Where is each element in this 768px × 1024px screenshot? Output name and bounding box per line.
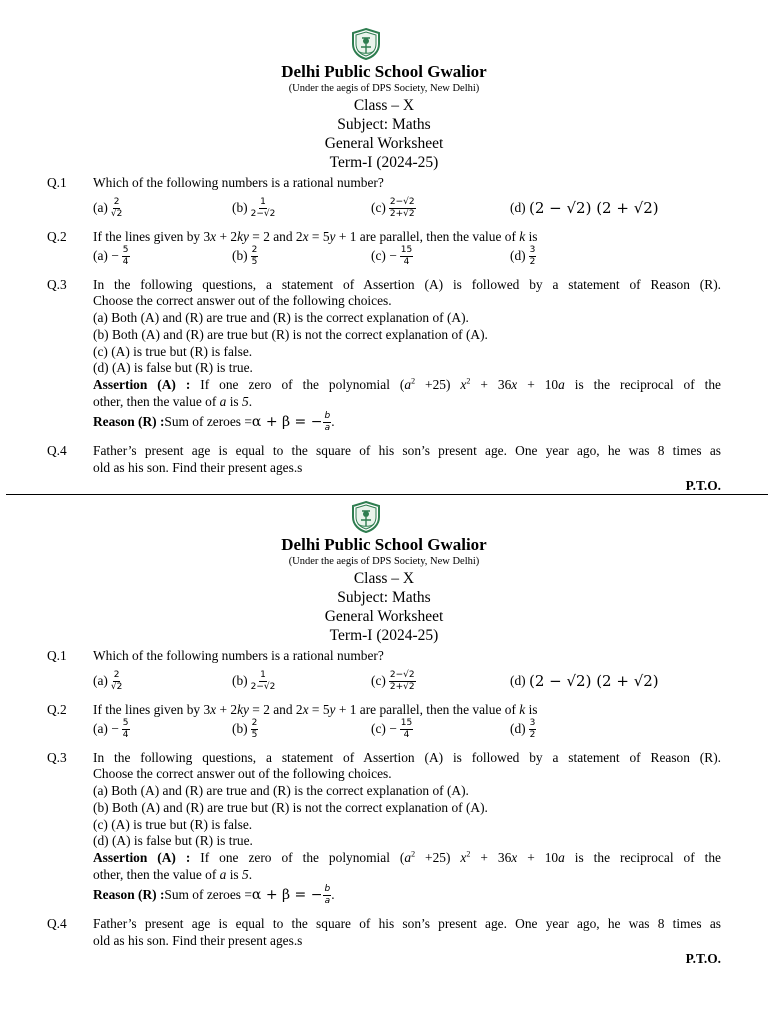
q3-assertion: Assertion (A) : If one zero of the polynomial $(a^2 +25) x^2 + 36x + 10a$ is the reciprocal of the xyxy=(93,849,721,865)
worksheet-title: General Worksheet xyxy=(324,135,444,152)
worksheet-copy-2 xyxy=(0,498,768,970)
q1-c-fraction: $\frac{2-√2}{2+√2}$ xyxy=(389,196,415,219)
q4-line-1: Father’s present age is equal to the square of his son’s present age. One year ago, he was 8 times as xyxy=(93,443,721,458)
q3-choice-c: (c) (A) is true but (R) is false. xyxy=(93,817,253,832)
q3-line-2: Choose the correct answer out of the following choices. xyxy=(93,293,392,308)
school-aegis: (Under the aegis of DPS Society, New Delhi) xyxy=(288,556,480,567)
worksheet-copy-1 xyxy=(0,25,768,497)
q3-choice-a: (a) Both (A) and (R) are true and (R) is the correct explanation of (A). xyxy=(93,783,469,798)
school-aegis: (Under the aegis of DPS Society, New Delhi) xyxy=(288,83,480,94)
q1-option-b: (b) $\frac{1}{2-√2}$ xyxy=(232,196,276,219)
q1-option-d: (d) (2 − √2) (2 + √2) xyxy=(510,198,659,217)
q1-option-b: (b) $\frac{1}{2-√2}$ xyxy=(232,669,276,692)
q3-number: Q.3 xyxy=(47,750,67,765)
class-label: Class – X xyxy=(353,97,415,114)
term-label: Term-I (2024-25) xyxy=(329,154,439,171)
term-label: Term-I (2024-25) xyxy=(329,627,439,644)
q1-option-a: (a) $\frac{2}{√2}$ xyxy=(93,669,123,692)
q2-option-b: (b) $\frac{2}{5}$ xyxy=(232,244,258,267)
q3-choice-d: (d) (A) is false but (R) is true. xyxy=(93,360,253,375)
q2-option-c: (c) − $\frac{15}{4}$ xyxy=(371,244,413,267)
q4-number: Q.4 xyxy=(47,916,67,931)
subject-label: Subject: Maths xyxy=(337,116,431,133)
q3-reason: Reason (R) : Sum of zeroes = α + β = − $\frac{b}{a}$ . xyxy=(93,410,335,433)
q3-choice-c: (c) (A) is true but (R) is false. xyxy=(93,344,253,359)
q2-number: Q.2 xyxy=(47,702,67,717)
pto-label: P.T.O. xyxy=(685,951,721,966)
q4-number: Q.4 xyxy=(47,443,67,458)
q2-option-b: (b) $\frac{2}{5}$ xyxy=(232,717,258,740)
q3-choice-a: (a) Both (A) and (R) are true and (R) is the correct explanation of (A). xyxy=(93,310,469,325)
q3-choice-b: (b) Both (A) and (R) are true but (R) is not the correct explanation of (A). xyxy=(93,800,488,815)
q2-option-d: (d) $\frac{3}{2}$ xyxy=(510,717,536,740)
q4-line-1: Father’s present age is equal to the square of his son’s present age. One year ago, he was 8 times as xyxy=(93,916,721,931)
pto-label: P.T.O. xyxy=(685,478,721,493)
q3-number: Q.3 xyxy=(47,277,67,292)
school-logo-icon xyxy=(348,500,384,534)
q2-number: Q.2 xyxy=(47,229,67,244)
q1-number: Q.1 xyxy=(47,175,67,190)
q4-line-2: old as his son. Find their present ages.s xyxy=(93,933,303,948)
q2-option-a: (a) − $\frac{5}{4}$ xyxy=(93,244,129,267)
q3-choice-b: (b) Both (A) and (R) are true but (R) is not the correct explanation of (A). xyxy=(93,327,488,342)
q3-line-1: In the following questions, a statement of Assertion (A) is followed by a statement of Reason (R). xyxy=(93,750,721,765)
school-name: Delhi Public School Gwalior xyxy=(281,62,487,81)
q3-assertion-line-2: other, then the value of a is 5. xyxy=(93,394,253,409)
q3-choice-d: (d) (A) is false but (R) is true. xyxy=(93,833,253,848)
class-label: Class – X xyxy=(353,570,415,587)
q3-line-1: In the following questions, a statement of Assertion (A) is followed by a statement of Reason (R). xyxy=(93,277,721,292)
q1-text: Which of the following numbers is a rational number? xyxy=(93,648,384,663)
q1-c-fraction: $\frac{2-√2}{2+√2}$ xyxy=(389,669,415,692)
worksheet-title: General Worksheet xyxy=(324,608,444,625)
q1-a-fraction: $\frac{2}{√2}$ xyxy=(110,669,123,692)
q2-option-a: (a) − $\frac{5}{4}$ xyxy=(93,717,129,740)
q1-text: Which of the following numbers is a rational number? xyxy=(93,175,384,190)
q1-option-c: (c) $\frac{2-√2}{2+√2}$ xyxy=(371,669,415,692)
q2-text: If the lines given by 3x + 2ky = 2 and 2x = 5y + 1 are parallel, then the value of k is xyxy=(93,702,538,717)
q2-option-d: (d) $\frac{3}{2}$ xyxy=(510,244,536,267)
q3-reason: Reason (R) : Sum of zeroes = α + β = − $\frac{b}{a}$ . xyxy=(93,883,335,906)
q1-a-fraction: $\frac{2}{√2}$ xyxy=(110,196,123,219)
q4-line-2: old as his son. Find their present ages.s xyxy=(93,460,303,475)
q2-option-c: (c) − $\frac{15}{4}$ xyxy=(371,717,413,740)
q3-assertion: Assertion (A) : If one zero of the polynomial $(a^2 +25) x^2 + 36x + 10a$ is the reciprocal of the xyxy=(93,376,721,392)
q1-b-fraction: $\frac{1}{2-√2}$ xyxy=(250,196,276,219)
q1-number: Q.1 xyxy=(47,648,67,663)
q3-line-2: Choose the correct answer out of the following choices. xyxy=(93,766,392,781)
school-logo-icon xyxy=(348,27,384,61)
q1-option-c: (c) $\frac{2-√2}{2+√2}$ xyxy=(371,196,415,219)
school-name: Delhi Public School Gwalior xyxy=(281,535,487,554)
q1-option-a: (a) $\frac{2}{√2}$ xyxy=(93,196,123,219)
q1-b-fraction: $\frac{1}{2-√2}$ xyxy=(250,669,276,692)
q2-text: If the lines given by 3x + 2ky = 2 and 2x = 5y + 1 are parallel, then the value of k is xyxy=(93,229,538,244)
q3-assertion-line-2: other, then the value of a is 5. xyxy=(93,867,253,882)
q1-option-d: (d) (2 − √2) (2 + √2) xyxy=(510,671,659,690)
subject-label: Subject: Maths xyxy=(337,589,431,606)
